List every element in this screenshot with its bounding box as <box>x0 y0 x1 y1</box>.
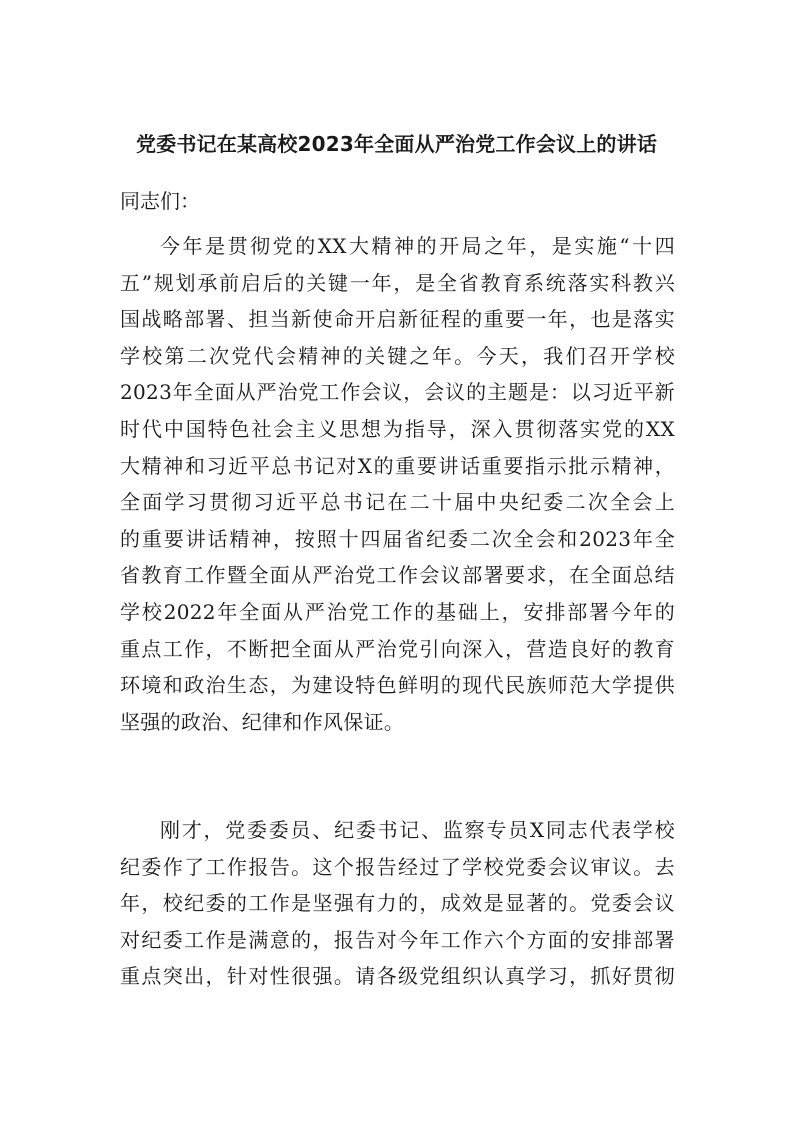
document-title: 党委书记在某高校2023年全面从严治党工作会议上的讲话 <box>135 132 658 156</box>
paragraph-1 <box>120 228 675 740</box>
paragraph-line: 环境和政治生态，为建设特色鲜明的现代民族师范大学提供 <box>120 673 675 698</box>
paragraph-line: 刚才，党委委员、纪委书记、监察专员X同志代表学校 <box>160 818 675 842</box>
paragraph-line: 纪委作了工作报告。这个报告经过了学校党委会议审议。去 <box>120 854 675 879</box>
paragraph-line: 2023年全面从严治党工作会议，会议的主题是：以习近平新 <box>120 380 675 405</box>
paragraph-line: 学校第二次党代会精神的关键之年。今天，我们召开学校 <box>120 343 675 368</box>
paragraph-line: 大精神和习近平总书记对X的重要讲话重要指示批示精神， <box>120 453 675 478</box>
paragraph-line: 五”规划承前启后的关键一年，是全省教育系统落实科教兴 <box>120 270 675 295</box>
paragraph-line: 坚强的政治、纪律和作风保证。 <box>120 709 405 734</box>
paragraph-line: 国战略部署、担当新使命开启新征程的重要一年，也是落实 <box>120 307 675 332</box>
paragraph-line: 对纪委工作是满意的，报告对今年工作六个方面的安排部署 <box>120 927 675 952</box>
paragraph-line: 时代中国特色社会主义思想为指导，深入贯彻落实党的XX <box>120 416 675 441</box>
paragraph-2 <box>120 812 675 995</box>
paragraph-line: 今年是贯彻党的XX大精神的开局之年，是实施“十四 <box>160 234 675 258</box>
paragraph-line: 重点突出，针对性很强。请各级党组织认真学习，抓好贯彻 <box>120 964 675 989</box>
salutation: 同志们： <box>120 189 200 213</box>
paragraph-line: 的重要讲话精神，按照十四届省纪委二次全会和2023年全 <box>120 526 675 551</box>
paragraph-line: 年，校纪委的工作是坚强有力的，成效是显著的。党委会议 <box>120 891 675 916</box>
paragraph-line: 省教育工作暨全面从严治党工作会议部署要求，在全面总结 <box>120 563 675 588</box>
paragraph-line: 重点工作，不断把全面从严治党引向深入，营造良好的教育 <box>120 636 675 661</box>
paragraph-line: 学校2022年全面从严治党工作的基础上，安排部署今年的 <box>120 599 675 624</box>
paragraph-line: 全面学习贯彻习近平总书记在二十届中央纪委二次全会上 <box>120 490 675 515</box>
